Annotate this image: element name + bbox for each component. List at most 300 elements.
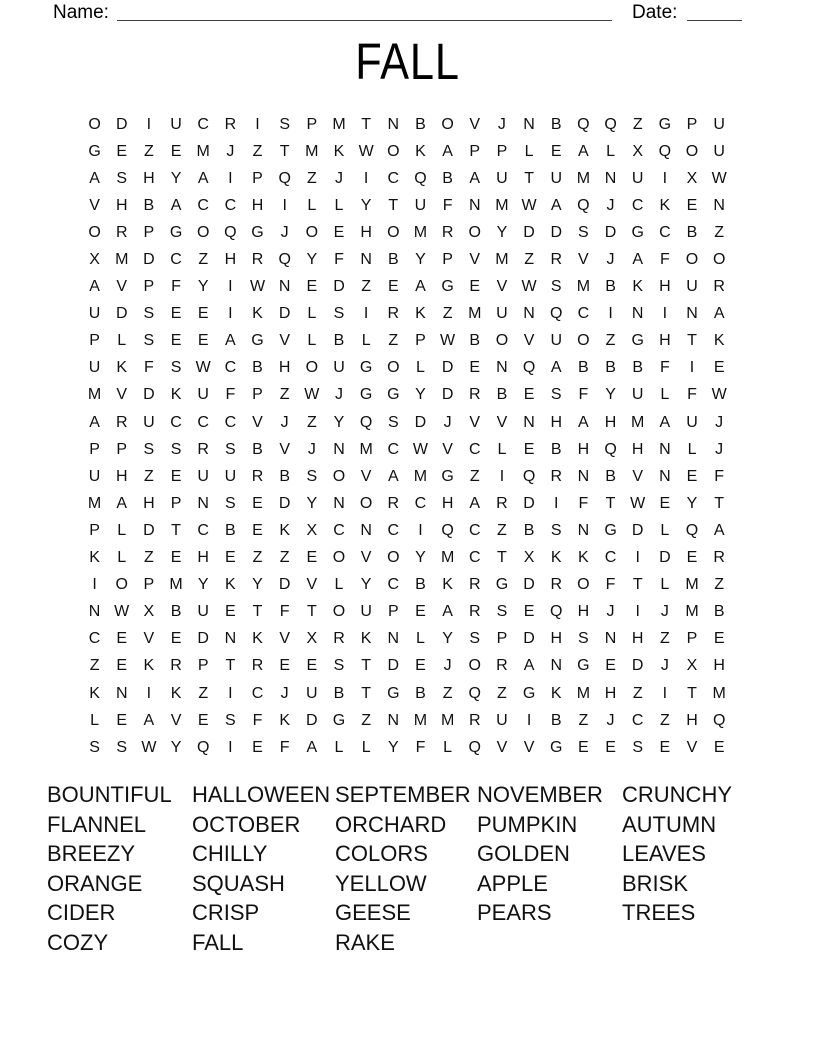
grid-letter: E: [170, 142, 182, 160]
grid-letter: T: [497, 549, 507, 567]
grid-letter: S: [550, 521, 562, 539]
grid-letter: A: [550, 196, 562, 214]
word-list-item: ORCHARD: [335, 811, 447, 837]
grid-letter: D: [143, 386, 155, 404]
grid-letter: E: [116, 630, 128, 648]
grid-letter: M: [413, 467, 428, 485]
grid-letter: F: [279, 603, 290, 621]
grid-letter: U: [197, 603, 209, 621]
grid-letter: Y: [686, 494, 698, 512]
grid-letter: T: [605, 494, 616, 512]
grid-letter: R: [115, 223, 128, 241]
grid-letter: J: [280, 684, 289, 702]
grid-letter: S: [469, 630, 481, 648]
grid-letter: C: [468, 440, 481, 458]
date-label: Date:: [632, 2, 678, 23]
grid-letter: D: [659, 549, 671, 567]
grid-letter: P: [89, 440, 100, 458]
grid-letter: E: [306, 549, 318, 567]
grid-letter: L: [524, 142, 534, 160]
grid-letter: I: [608, 305, 613, 323]
grid-letter: V: [442, 440, 453, 458]
grid-letter: M: [305, 142, 319, 160]
grid-letter: S: [279, 115, 290, 133]
grid-letter: K: [170, 684, 182, 702]
grid-letter: L: [117, 549, 127, 567]
grid-letter: Q: [604, 440, 617, 458]
grid-letter: G: [251, 332, 264, 350]
grid-letter: B: [686, 223, 698, 241]
grid-letter: C: [387, 521, 400, 539]
grid-letter: Y: [360, 576, 372, 594]
grid-letter: B: [415, 576, 426, 594]
grid-letter: V: [360, 549, 372, 567]
grid-letter: M: [468, 305, 482, 323]
grid-letter: U: [88, 359, 101, 377]
grid-letter: V: [170, 711, 182, 729]
word-list-item: APPLE: [477, 870, 548, 896]
grid-letter: E: [252, 494, 263, 512]
grid-letter: T: [279, 142, 290, 160]
grid-letter: E: [197, 332, 209, 350]
grid-letter: W: [358, 142, 374, 160]
grid-letter: Y: [170, 738, 182, 756]
grid-letter: G: [251, 223, 264, 241]
grid-letter: R: [550, 576, 563, 594]
grid-letter: H: [631, 440, 644, 458]
grid-letter: P: [89, 521, 100, 539]
grid-letter: S: [170, 440, 182, 458]
grid-letter: O: [88, 223, 101, 241]
grid-letter: K: [252, 630, 263, 648]
grid-letter: T: [361, 657, 372, 675]
grid-letter: D: [278, 494, 291, 512]
grid-letter: H: [143, 494, 155, 512]
grid-letter: O: [441, 115, 454, 133]
grid-letter: M: [87, 386, 102, 404]
word-list-item: SQUASH: [192, 870, 285, 896]
grid-letter: B: [713, 603, 725, 621]
grid-letter: P: [89, 332, 100, 350]
grid-letter: S: [496, 603, 508, 621]
grid-letter: R: [387, 305, 400, 323]
grid-letter: X: [523, 549, 535, 567]
grid-letter: R: [251, 657, 264, 675]
grid-letter: A: [89, 169, 100, 187]
grid-letter: V: [523, 738, 535, 756]
grid-letter: A: [578, 142, 589, 160]
grid-letter: E: [170, 630, 182, 648]
grid-letter: U: [333, 359, 345, 377]
grid-letter: I: [526, 711, 532, 729]
grid-letter: D: [143, 251, 155, 269]
grid-letter: H: [251, 196, 264, 214]
grid-letter: H: [604, 684, 617, 702]
grid-letter: H: [631, 630, 644, 648]
grid-letter: K: [550, 549, 562, 567]
grid-letter: E: [333, 223, 345, 241]
grid-letter: S: [550, 386, 562, 404]
grid-letter: D: [197, 630, 209, 648]
grid-letter: O: [685, 251, 699, 269]
grid-letter: T: [171, 521, 181, 539]
word-list-item: COZY: [47, 929, 109, 955]
grid-letter: I: [363, 305, 369, 323]
grid-letter: A: [170, 196, 182, 214]
grid-letter: O: [387, 223, 400, 241]
grid-letter: M: [685, 576, 699, 594]
grid-letter: A: [225, 332, 236, 350]
grid-letter: K: [89, 549, 100, 567]
grid-letter: Z: [632, 684, 643, 702]
grid-letter: L: [90, 711, 100, 729]
grid-letter: G: [359, 359, 373, 377]
grid-letter: A: [713, 521, 725, 539]
grid-letter: U: [686, 278, 698, 296]
grid-letter: H: [577, 440, 590, 458]
grid-letter: Z: [306, 169, 317, 187]
grid-letter: Z: [442, 305, 453, 323]
grid-letter: R: [713, 278, 725, 296]
grid-letter: H: [224, 251, 237, 269]
grid-letter: I: [228, 738, 233, 756]
grid-letter: H: [115, 467, 128, 485]
grid-letter: I: [146, 684, 152, 702]
grid-letter: P: [496, 630, 508, 648]
grid-letter: A: [197, 169, 209, 187]
grid-letter: K: [279, 711, 290, 729]
grid-letter: Q: [550, 305, 563, 323]
grid-letter: E: [469, 278, 481, 296]
grid-letter: Z: [198, 251, 209, 269]
grid-letter: M: [196, 142, 210, 160]
grid-letter: C: [631, 196, 644, 214]
grid-letter: R: [197, 440, 209, 458]
grid-letter: B: [415, 115, 426, 133]
grid-letter: R: [468, 603, 481, 621]
grid-letter: L: [307, 305, 317, 323]
grid-letter: C: [197, 196, 209, 214]
grid-letter: G: [631, 223, 644, 241]
word-list-item: BOUNTIFUL: [47, 782, 172, 807]
grid-letter: Q: [468, 684, 481, 702]
grid-letter: P: [170, 494, 182, 512]
grid-letter: A: [469, 169, 481, 187]
grid-letter: S: [578, 223, 589, 241]
grid-letter: C: [387, 576, 400, 594]
grid-letter: Z: [279, 549, 290, 567]
grid-letter: U: [631, 386, 644, 404]
grid-letter: N: [115, 684, 128, 702]
word-list-item: CRISP: [192, 900, 260, 926]
grid-letter: H: [686, 711, 698, 729]
grid-letter: L: [334, 738, 344, 756]
grid-letter: A: [143, 711, 155, 729]
grid-letter: Q: [196, 738, 210, 756]
grid-letter: N: [577, 467, 590, 485]
grid-letter: D: [306, 711, 318, 729]
grid-letter: Y: [306, 494, 318, 512]
grid-letter: P: [686, 630, 698, 648]
grid-letter: R: [550, 467, 563, 485]
grid-letter: E: [170, 549, 182, 567]
grid-letter: G: [441, 467, 454, 485]
grid-letter: A: [89, 278, 100, 296]
grid-letter: R: [468, 711, 481, 729]
grid-letter: N: [496, 359, 508, 377]
grid-letter: Z: [144, 549, 154, 567]
grid-letter: B: [387, 251, 399, 269]
grid-letter: C: [170, 251, 182, 269]
grid-letter: O: [577, 332, 590, 350]
grid-letter: Z: [524, 251, 534, 269]
grid-letter: I: [662, 169, 668, 187]
grid-letter: T: [306, 603, 317, 621]
grid-letter: D: [523, 223, 535, 241]
grid-letter: W: [195, 359, 211, 377]
word-list-item: PEARS: [477, 900, 552, 926]
grid-letter: U: [170, 115, 182, 133]
grid-letter: S: [225, 711, 236, 729]
grid-letter: C: [197, 521, 209, 539]
grid-letter: I: [662, 305, 668, 323]
grid-letter: D: [631, 521, 644, 539]
grid-letter: Y: [252, 576, 263, 594]
word-list-item: COLORS: [335, 841, 428, 867]
grid-letter: R: [251, 467, 264, 485]
grid-letter: Z: [252, 549, 263, 567]
grid-letter: Z: [89, 657, 100, 675]
grid-letter: J: [606, 196, 615, 214]
grid-letter: V: [496, 738, 508, 756]
grid-letter: K: [360, 630, 372, 648]
grid-letter: V: [116, 386, 128, 404]
grid-letter: E: [713, 738, 725, 756]
grid-letter: F: [225, 386, 236, 404]
grid-letter: I: [499, 467, 505, 485]
grid-letter: C: [88, 630, 101, 648]
grid-letter: E: [225, 603, 236, 621]
grid-letter: E: [605, 657, 616, 675]
grid-letter: Q: [712, 711, 726, 729]
grid-letter: B: [550, 440, 562, 458]
grid-letter: D: [115, 305, 128, 323]
grid-letter: G: [88, 142, 101, 160]
grid-letter: S: [578, 630, 589, 648]
grid-letter: K: [89, 684, 100, 702]
grid-letter: E: [686, 196, 698, 214]
grid-letter: E: [713, 630, 725, 648]
grid-letter: V: [578, 251, 589, 269]
grid-letter: I: [228, 305, 233, 323]
grid-letter: R: [550, 251, 563, 269]
grid-letter: Y: [442, 630, 453, 648]
grid-letter: Q: [550, 603, 563, 621]
grid-letter: J: [280, 223, 289, 241]
word-list-item: TREES: [622, 900, 696, 926]
grid-letter: S: [632, 738, 644, 756]
grid-letter: N: [468, 196, 481, 214]
grid-letter: Y: [415, 251, 426, 269]
grid-letter: H: [550, 413, 563, 431]
grid-letter: L: [660, 576, 670, 594]
grid-letter: H: [577, 603, 590, 621]
grid-letter: Q: [278, 169, 291, 187]
grid-letter: T: [252, 603, 263, 621]
grid-letter: K: [170, 386, 182, 404]
grid-letter: E: [415, 657, 426, 675]
grid-letter: O: [359, 494, 373, 512]
grid-letter: E: [686, 467, 698, 485]
grid-letter: Z: [144, 142, 154, 160]
grid-letter: N: [659, 467, 671, 485]
grid-letter: T: [361, 684, 372, 702]
grid-letter: Y: [387, 738, 399, 756]
grid-letter: B: [632, 359, 644, 377]
word-list-item: RAKE: [335, 929, 395, 955]
grid-letter: L: [660, 521, 670, 539]
grid-letter: H: [197, 549, 209, 567]
grid-letter: A: [89, 413, 100, 431]
grid-letter: I: [146, 115, 152, 133]
grid-letter: Y: [197, 278, 209, 296]
grid-letter: U: [686, 413, 698, 431]
grid-letter: C: [659, 223, 671, 241]
grid-letter: O: [332, 603, 346, 621]
grid-letter: C: [224, 196, 237, 214]
grid-letter: M: [413, 711, 428, 729]
grid-letter: M: [495, 251, 509, 269]
grid-letter: B: [415, 684, 426, 702]
grid-letter: K: [578, 549, 589, 567]
grid-letter: D: [604, 223, 617, 241]
grid-letter: L: [361, 738, 371, 756]
word-list-item: BREEZY: [47, 841, 136, 867]
grid-letter: V: [469, 251, 481, 269]
grid-letter: C: [387, 169, 400, 187]
grid-letter: N: [523, 115, 535, 133]
word-list-item: SEPTEMBER: [335, 782, 471, 807]
grid-letter: B: [605, 359, 616, 377]
grid-letter: I: [228, 278, 233, 296]
grid-letter: I: [554, 494, 559, 512]
grid-letter: M: [440, 549, 455, 567]
grid-letter: K: [143, 657, 155, 675]
grid-letter: L: [307, 196, 317, 214]
grid-letter: N: [333, 440, 345, 458]
grid-letter: C: [224, 359, 237, 377]
grid-letter: C: [333, 521, 345, 539]
grid-letter: Q: [468, 738, 481, 756]
grid-letter: Q: [604, 115, 617, 133]
grid-letter: B: [605, 278, 616, 296]
grid-letter: Z: [497, 521, 507, 539]
grid-letter: V: [496, 278, 508, 296]
grid-letter: D: [115, 115, 128, 133]
grid-letter: B: [523, 521, 535, 539]
grid-letter: P: [143, 576, 155, 594]
grid-letter: K: [415, 142, 426, 160]
grid-letter: N: [333, 494, 345, 512]
grid-letter: G: [441, 278, 454, 296]
grid-letter: R: [441, 223, 454, 241]
grid-letter: E: [116, 711, 128, 729]
grid-letter: N: [197, 494, 209, 512]
word-list-item: NOVEMBER: [477, 782, 603, 807]
grid-letter: H: [659, 332, 671, 350]
grid-letter: M: [495, 196, 509, 214]
grid-letter: R: [496, 494, 508, 512]
grid-letter: P: [496, 142, 508, 160]
grid-letter: C: [251, 684, 264, 702]
grid-letter: K: [333, 142, 345, 160]
grid-letter: U: [197, 467, 209, 485]
grid-letter: Z: [198, 684, 209, 702]
grid-letter: O: [305, 223, 319, 241]
grid-letter: E: [578, 738, 589, 756]
grid-letter: N: [387, 115, 400, 133]
grid-letter: N: [713, 196, 725, 214]
grid-letter: V: [279, 630, 290, 648]
grid-letter: L: [307, 332, 317, 350]
grid-letter: Q: [522, 359, 536, 377]
grid-letter: Q: [441, 521, 454, 539]
grid-letter: J: [334, 386, 343, 404]
grid-letter: E: [387, 278, 399, 296]
word-list-item: GEESE: [335, 900, 411, 926]
grid-letter: U: [88, 305, 101, 323]
grid-letter: W: [304, 386, 320, 404]
grid-letter: M: [332, 115, 346, 133]
grid-letter: K: [550, 684, 562, 702]
grid-letter: M: [712, 684, 726, 702]
grid-letter: N: [686, 305, 698, 323]
grid-letter: W: [114, 603, 130, 621]
grid-letter: L: [361, 332, 371, 350]
grid-letter: Z: [279, 386, 290, 404]
grid-letter: D: [631, 657, 644, 675]
grid-letter: H: [143, 169, 155, 187]
grid-letter: K: [632, 278, 644, 296]
grid-letter: P: [197, 657, 209, 675]
word-list-item: CRUNCHY: [622, 782, 732, 807]
word-list-item: GOLDEN: [477, 841, 570, 867]
grid-letter: F: [578, 386, 589, 404]
grid-letter: C: [604, 549, 617, 567]
grid-letter: M: [685, 603, 699, 621]
grid-letter: M: [359, 440, 373, 458]
word-list-item: FALL: [192, 929, 244, 955]
grid-letter: V: [279, 332, 290, 350]
grid-letter: R: [496, 657, 508, 675]
grid-letter: N: [523, 413, 535, 431]
grid-letter: H: [441, 494, 454, 512]
grid-letter: M: [576, 278, 591, 296]
grid-letter: A: [116, 494, 128, 512]
grid-letter: W: [521, 196, 537, 214]
grid-letter: S: [143, 305, 155, 323]
grid-letter: R: [224, 115, 237, 133]
grid-letter: H: [115, 196, 128, 214]
grid-letter: X: [686, 169, 698, 187]
grid-letter: W: [249, 278, 266, 296]
word-list-column: [335, 780, 477, 958]
grid-letter: L: [687, 440, 697, 458]
grid-letter: S: [225, 494, 236, 512]
grid-letter: M: [87, 494, 102, 512]
grid-letter: G: [387, 386, 400, 404]
grid-letter: G: [550, 738, 563, 756]
